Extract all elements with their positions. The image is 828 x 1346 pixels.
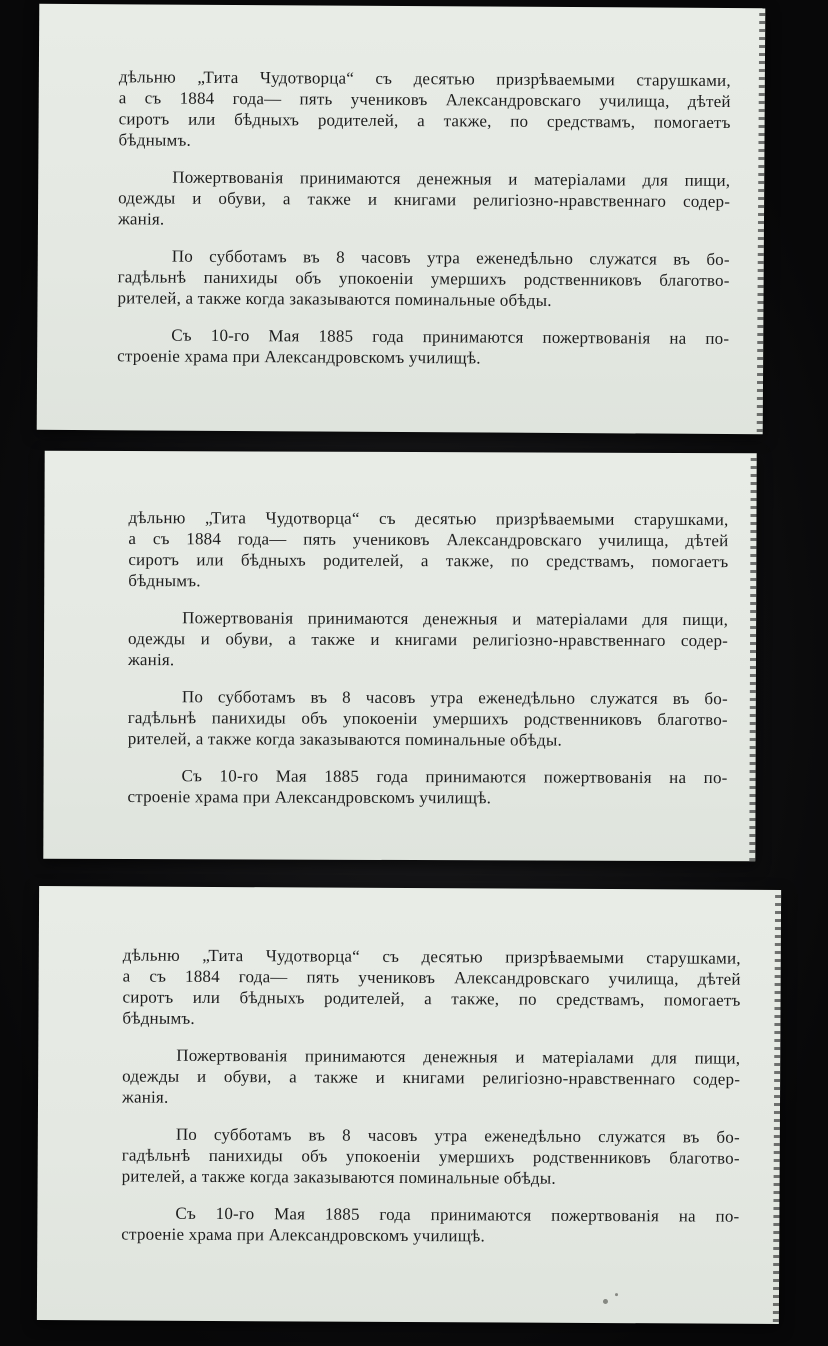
text-line: а съ 1884 года— пять учениковъ Александровскаго училища, дѣтей [128,529,729,551]
text-line: бѣднымъ. [118,130,191,150]
text-line: Пожертвованія принимаются денежныя и матеріалами для пищи, [182,608,729,630]
paragraph [118,166,730,233]
paragraph [128,686,728,751]
text-line: По субботамъ въ 8 часовъ утра еженедѣльно служатся въ бо- [175,1124,740,1147]
card-text [121,944,741,1263]
text-line: сиротъ или бѣдныхъ родителей, а также, по средствамъ, помогаетъ [122,987,741,1010]
paragraph [122,1044,740,1110]
ink-spot [615,1293,618,1296]
card-text [127,507,728,825]
text-line: строеніе храма при Александровскомъ училищѣ. [121,1224,485,1246]
text-line: сиротъ или бѣдныхъ родителей, а также, по средствамъ, помогаетъ [128,550,729,572]
text-line: По субботамъ въ 8 часовъ утра еженедѣльно служатся въ бо- [171,246,730,270]
text-line: рителей, а также когда заказываются поминальные обѣды. [127,729,562,750]
paragraph [128,507,728,593]
paragraph [122,944,740,1031]
text-line: строеніе храма при Александровскомъ училищѣ. [127,787,492,808]
text-line: бѣднымъ. [122,1008,195,1028]
ink-spot [603,1299,608,1304]
paragraph [117,245,729,312]
text-line: строеніе храма при Александровскомъ училищѣ. [117,346,481,368]
text-line: одежды и обуви, а также и книгами религіозно-нравственнаго содер- [122,1066,741,1089]
text-line: гадѣльнѣ панихиды объ упокоеніи умершихъ родственниковъ благотво- [117,267,730,291]
text-line: По субботамъ въ 8 часовъ утра еженедѣльно служатся въ бо- [181,687,728,709]
text-line: рителей, а также когда заказываются поминальные обѣды. [117,288,552,310]
text-line: одежды и обуви, а также и книгами религіозно-нравственнаго содер- [118,188,731,212]
paragraph [118,66,731,154]
text-line: сиротъ или бѣдныхъ родителей, а также, по средствамъ, помогаетъ [118,109,731,133]
text-line: жанія. [127,650,175,670]
paragraph [122,1123,740,1189]
text-line: Пожертвованія принимаются денежныя и матеріалами для пищи, [176,1045,741,1068]
document-card-1 [37,4,766,434]
text-line: гадѣльнѣ панихиды объ упокоеніи умершихъ родственниковъ благотво- [121,1145,740,1168]
text-line: дѣльню „Тита Чудотворца“ съ десятью призрѣваемыми старушками, [118,67,731,91]
text-line: жанія. [117,209,165,229]
text-line: гадѣльнѣ панихиды объ упокоеніи умершихъ родственниковъ благотво- [127,708,728,730]
text-line: рителей, а также когда заказываются поминальные обѣды. [121,1166,556,1188]
text-line: Съ 10-го Мая 1885 года принимаются пожертвованія на по- [171,325,730,349]
text-line: Съ 10-го Мая 1885 года принимаются пожертвованія на по- [175,1203,740,1226]
document-card-3 [37,886,781,1324]
text-line: а съ 1884 года— пять учениковъ Александровскаго училища, дѣтей [118,88,731,112]
paragraph [127,765,727,809]
document-card-2 [43,451,756,861]
text-line: Пожертвованія принимаются денежныя и матеріалами для пищи, [172,167,731,191]
paragraph [117,324,729,370]
text-line: одежды и обуви, а также и книгами религіозно-нравственнаго содер- [128,629,729,651]
text-line: дѣльню „Тита Чудотворца“ съ десятью призрѣваемыми старушками, [128,508,729,530]
card-text [117,66,731,386]
text-line: Съ 10-го Мая 1885 года принимаются пожертвованія на по- [181,766,728,788]
text-line: бѣднымъ. [128,571,201,591]
text-line: дѣльню „Тита Чудотворца“ съ десятью призрѣваемыми старушками, [122,945,741,968]
paragraph [121,1202,739,1247]
paragraph [128,607,728,672]
text-line: жанія. [121,1087,169,1107]
text-line: а съ 1884 года— пять учениковъ Александровскаго училища, дѣтей [122,966,741,989]
